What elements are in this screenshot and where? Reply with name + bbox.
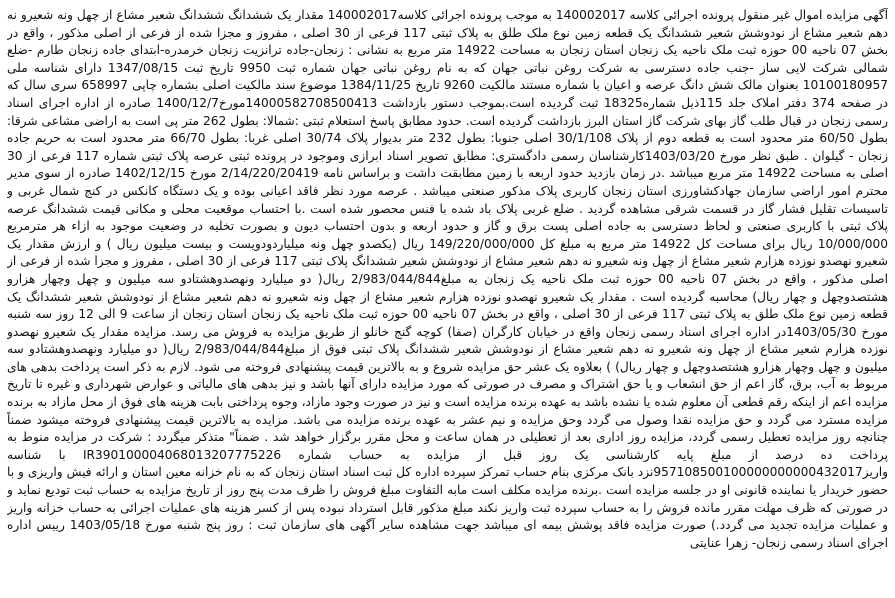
auction-notice [7,7,888,584]
notice-body: آگهی مزایده اموال غیر منقول پرونده اجرائی کلاسه 140002017 به موجب پرونده اجرائی کلاسه140002017 مقدار یک ششدانگ ششدانگ شعیر مشاع از چهل ونه شعیرو نه دهم شعیر مشاع از نودوشش شعیر ششدانگ یک قطعه زمین نوع ملک طلق به پلاک ثبتی 117 فرعی از 30 اصلی ، مفروز و مجزا شده از فرعی از اصلی مذکور ، واقع در بخش 07 ناحیه 00 حوزه ثبت ملک ناحیه یک زنجان استان زنجان به مساحت 14922 متر مربع به نشانی : زنجان-جاده ترانزیت زنجان خرمدره-ابتدای جاده زنجان طارم -ضلع شمالی شرکت لایی ساز -جنب جاده دسترسی به شرکت روغن نباتی جهان که به نام روغن نباتی جهان شماره ثبت 9950 تاریخ ثبت 1347/08/15 دارای شناسه ملی 10100180957 بعنوان مالک شش دانگ عرصه و اعیان با شماره مستند مالکیت 9260 تاریخ 1384/11/25 موضوع سند مالکیت اصلی بشماره چاپی 658997 سری سال که در صفحه 374 دفتر املاک جلد 115ذیل شماره18325 ثبت گردیده است.بموجب دستور بازداشت 14000582708500413مورخ1400/12/7 صادره از اداره اجرای اسناد رسمی زنجان در قبال طلب گاز بهای شرکت گاز استان البرز بازداشت گردیده است. حدود مطابق پاسخ استعلام ثبتی :شمالا: بطول 262 متر پی است به اراضی مشاعی شرقا: بطول 60/50 متر محدود است به قطعه دوم از پلاک 30/1/108 اصلی جنوبا: بطول 232 متر بدیوار پلاک 30/74 اصلی غربا: بطول 66/70 متر محدود است به حریم جاده زنجان - گیلوان . طبق نظر مورخ 1403/03/20کارشناسان رسمی دادگستری: مطابق تصویر اسناد ابرازی وموجود در پرونده ثبتی عرصه پلاک ثبتی شماره 117 فرعی از 30 اصلی به مساحت 14922 متر مربع میباشد .در زمان بازدید حدود اربعه با زمین مطابقت داشت و براساس نامه 2/14/220/20419 مورخ 1402/12/15 صادره از سوی مدیر محترم امور اراضی سازمان جهادکشاورزی استان زنجان کاربری پلاک مذکور صنعتی میباشد . عرصه مورد نظر فاقد اعیانی بوده و یک دستگاه کانکس در کنج شمال غربی و تاسیسات تقلیل فشار گاز در قسمت شرقی مشاهده گردید . ضلع غربی پلاک باد شده با فنس محصور شده است .با احتساب موقعیت محلی و مکانی قیمت ششدانگ عرصه پلاک ثبتی با کاربری صنعتی و لحاظ دسترسی به جاده اصلی پست برق و گاز و حدود اربعه و بدون احتساب دیون و بصورت تخلیه در وضعیت موجود به ازاء هر مترمربع 10/000/000 ریال برای مساحت کل 14922 متر مربع به مبلغ کل 149/220/000/000 ریال (یکصدو چهل ونه میلیاردودویست و بیست میلیون ریال ) و ارزش مقدار یک شعیرو نهصدو نوزده هزارم شعیر مشاع از چهل ونه شعیرو نه دهم شعیر مشاع از نودوشش شعیر ششدانگ پلاک ثبتی 117 فرعی از 30 اصلی ، مفروز و مجزا شده از فرعی از اصلی مذکور ، واقع در بخش 07 ناحیه 00 حوزه ثبت ملک ناحیه یک زنجان به مبلغ2/983/044/844 ریال( دو میلیارد ونهصدوهشتادو سه میلیون و چهل وچهار هزارو هشتصدوچهل و چهار ریال) محاسبه گردیده است . مقدار یک شعیرو نهصدو نوزده هزارم شعیر مشاع از چهل ونه شعیرو نه دهم شعیر مشاع از نودوشش شعیر ششدانگ یک قطعه زمین نوع ملک طلق به پلاک ثبتی 117 فرعی از 30 اصلی ، واقع در بخش 07 ناحیه 00 حوزه ثبت ملک ناحیه یک زنجان استان زنجان از ساعت 9 الی 12 روز سه شنبه مورخ 1403/05/30در اداره اجرای اسناد رسمی زنجان واقع در خیابان کارگران (صفا) کوچه گنج خانلو از طریق مزایده به فروش می رسد. مزایده مقدار یک شعیرو نهصدو نوزده هزارم شعیر مشاع از چهل ونه شعیرو نه دهم شعیر مشاع از نودوشش شعیر ششدانگ پلاک ثبتی فوق از مبلغ2/983/044/844 ریال( دو میلیارد ونهصدوهشتادو سه میلیون و چهل وچهار هزارو هشتصدوچهل و چهار ریال) ) بعلاوه یک عشر حق مزایده شروع و به بالاترین قیمت پیشنهادی فروخته می شود. لازم به ذکر است پرداخت بدهی های مربوط به آب، برق، گاز اعم از حق انشعاب و یا حق اشتراک و مصرف در صورتی که مورد مزایده دارای آنها باشد و نیز بدهی های مالیاتی و عوارض شهرداری و غیره تا تاریخ مزایده اعم از اینکه رقم قطعی آن معلوم شده یا نشده باشد به عهده برنده مزایده است و نیز در صورت وجود مازاد، وجوه پرداختی بابت هزینه های فوق از محل مازاد به برنده مزایده مسترد می گردد و حق مزایده نقدا وصول می گردد وحق مزایده و نیم عشر به عهده برنده مزایده می باشد. مزایده به بالاترین قیمت پیشنهادی فروخته میشود ضمناً چنانچه روز مزایده تعطیل رسمی گردد، مزایده روز اداری بعد از تعطیلی در همان ساعت و محل مقرر برگزار خواهد شد . ضمناً" متذکر میگردد : شرکت در مزایده منوط به پرداخت ده درصد از مبلغ پایه کارشناسی یک روز قبل از مزایده به حساب شماره IR390100004068013207775226 با شناسه واریز957108500100000000000432017نزد بانک مرکزی بنام حساب تمرکز سپرده اداره کل ثبت اسناد استان زنجان که به نام خزانه معین استان و ارائه فیش واریزی و با حضور خریدار یا نماینده قانونی او در جلسه مزایده است .برنده مزایده مکلف است مابه التفاوت مبلغ فروش را ظرف مدت پنج روز از تاریخ مزایده به حساب ثبت تودیع نماید و در صورتی که ظرف مهلت مقرر مانده فروش را به حساب سپرده ثبت واریز نکند مبلغ مذکور قابل استرداد نبوده پس از کسر هزینه های عملیات اجرائی به حساب خزانه واریز و عملیات مزایده تجدید می گردد.) صورت مزایده فاقد پوشش بیمه ای میباشد جهت مشاهده سایر آگهی های سازمان ثبت : روز پنج شنبه مورخ 1403/05/18 رییس اداره اجرای اسناد رسمی زنجان- زهرا عنایتی [7,8,888,550]
